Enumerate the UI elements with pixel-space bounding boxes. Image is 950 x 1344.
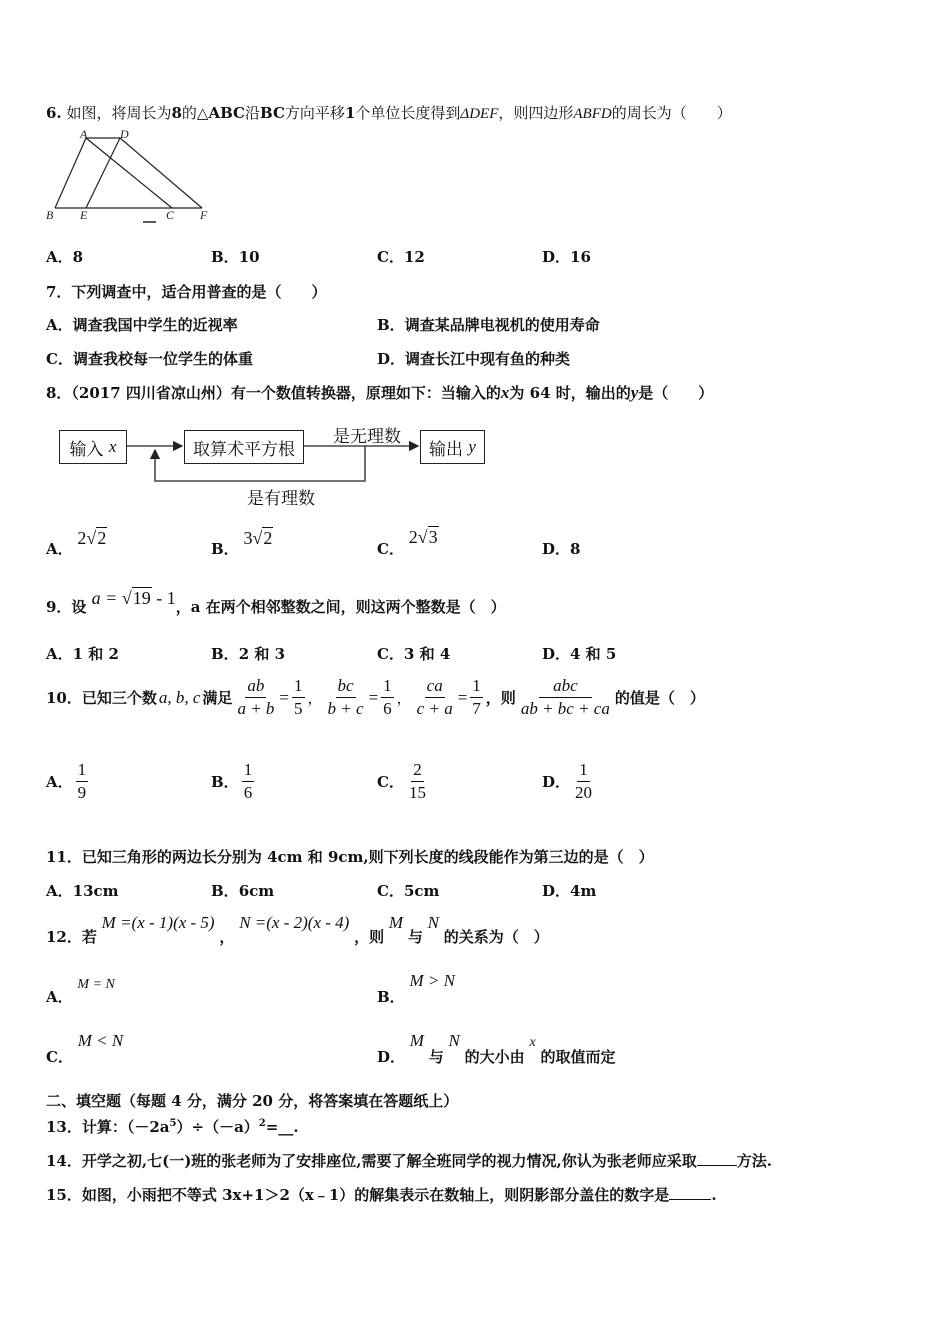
option-letter: A． [46, 988, 73, 1006]
option-math: M < N [77, 1031, 124, 1050]
option-text: 13cm [72, 882, 119, 900]
option-letter: A． [46, 773, 73, 791]
q13-stem [46, 1116, 299, 1137]
q6-triangle: △ABC [196, 104, 245, 122]
option-text: 16 [570, 248, 591, 266]
option-frac [76, 760, 89, 803]
q8-output-label: 输出 [429, 439, 464, 460]
option-frac [407, 760, 428, 803]
numerator: 1 [470, 676, 483, 698]
q10-then: ，则 [485, 689, 516, 707]
q8-input-var: x [108, 437, 117, 456]
option-end: 的取值而定 [540, 1048, 616, 1066]
q9-equation: a = √19 - 1 [91, 588, 176, 608]
q15-answer-blank[interactable] [669, 1199, 711, 1200]
option-text: 8 [570, 540, 581, 558]
option-letter: D． [542, 773, 571, 791]
radicand: 2 [263, 528, 273, 548]
q12-option-d[interactable] [377, 1030, 616, 1066]
q6-option-d[interactable] [542, 246, 591, 267]
option-letter: C． [377, 773, 404, 791]
option-letter: D． [542, 882, 571, 900]
q6-shift: 1 [344, 104, 356, 122]
option-math: 2√3 [408, 527, 438, 547]
q9-option-a[interactable] [46, 643, 119, 664]
denominator: 6 [383, 699, 392, 718]
coef: 2 [408, 527, 418, 547]
denominator: ab + bc + ca [520, 699, 610, 718]
q6-label-e: E [80, 208, 88, 222]
option-letter: A． [46, 248, 73, 266]
q15-stem [46, 1184, 717, 1205]
denominator: 20 [575, 783, 593, 802]
q6-label-c: C [166, 208, 175, 222]
option-text: 6cm [238, 882, 275, 900]
numerator: 1 [577, 760, 590, 782]
q15-text-a: 15．如图，小雨把不等式 3x+1＞2（x﹣1）的解集表示在数轴上，则阴影部分盖住的数字是 [46, 1186, 670, 1204]
q10-number: 10．已知三个数 [46, 689, 157, 707]
q8-diagram-arrows [0, 0, 520, 520]
option-letter: A． [46, 316, 73, 334]
q9-stem [46, 588, 506, 616]
coef: 2 [77, 528, 87, 548]
denominator: a + b [237, 699, 275, 718]
option-text: 4m [570, 882, 597, 900]
q10-option-b[interactable] [211, 760, 257, 803]
q12-number: 12．若 [46, 928, 97, 946]
q10-tail: 的值是（ ） [614, 689, 705, 707]
option-letter: B． [377, 988, 405, 1006]
q6-def: ΔDEF [460, 106, 499, 122]
q6-text-d: 方向平移 [284, 104, 345, 122]
option-letter: A． [46, 540, 73, 558]
option-letter: A． [46, 882, 73, 900]
option-x: x [529, 1035, 536, 1050]
option-m: M [409, 1031, 424, 1050]
option-letter: B． [211, 540, 239, 558]
section-heading: 二、填空题（每题 4 分，满分 20 分，将答案填在答题纸上） [46, 1092, 459, 1110]
numerator: ab [245, 676, 266, 698]
denominator: b + c [327, 699, 364, 718]
q6-text-e: 个单位长度得到 [355, 104, 461, 122]
option-text: 8 [72, 248, 84, 266]
q6-label-a: A [80, 128, 88, 141]
q9-a-eq: a = [91, 588, 118, 608]
q12-m: M [388, 913, 404, 932]
option-text: 调查我国中学生的近视率 [72, 316, 238, 334]
numerator: 1 [292, 676, 305, 698]
q6-text-b: 的 [181, 104, 197, 122]
numerator: 2 [411, 760, 424, 782]
option-letter: C． [377, 540, 404, 558]
option-text: 调查长江中现有鱼的种类 [405, 350, 571, 368]
option-text: 12 [403, 248, 425, 266]
q15-text-b: . [711, 1186, 717, 1204]
q10-frac-3 [415, 676, 455, 719]
q9-option-d[interactable] [542, 643, 616, 664]
option-text: 3 和 4 [403, 645, 451, 663]
q12-tail: 的关系为（ ） [443, 928, 549, 946]
q14-answer-blank[interactable] [697, 1165, 737, 1166]
q10-option-d[interactable] [542, 760, 597, 803]
option-letter: C． [46, 350, 73, 368]
q8-output-var: y [468, 437, 476, 456]
q12-option-c[interactable] [46, 1030, 124, 1066]
q9-radicand: 19 [132, 588, 151, 608]
q6-text-f: ，则四边形 [498, 104, 574, 122]
option-letter: C． [377, 645, 404, 663]
option-math: M > N [409, 971, 455, 990]
q11-option-b[interactable] [211, 880, 274, 901]
q10-val-3 [470, 676, 483, 719]
denominator: c + a [416, 699, 453, 718]
option-math: 2√2 [77, 528, 107, 548]
q6-text-g: 的周长为（ ） [611, 104, 732, 122]
option-letter: D． [542, 540, 571, 558]
option-text: 调查我校每一位学生的体重 [72, 350, 253, 368]
q10-eq-3: = [457, 687, 468, 707]
q7-stem: 7．下列调查中，适合用普查的是（ ） [46, 283, 327, 301]
option-letter: B． [211, 645, 239, 663]
q6-side: BC [260, 104, 285, 122]
q8-text-a: 8．（2017 四川省凉山州）有一个数值转换器，原理如下：当输入的 [46, 384, 501, 402]
q13-exp2: 2 [258, 1118, 266, 1129]
q12-comma: ， [219, 928, 235, 946]
q8-var-x: x [500, 383, 510, 402]
q12-stem [46, 912, 549, 946]
option-letter: D． [542, 248, 571, 266]
q12-then: ，则 [354, 928, 385, 946]
q9-option-b[interactable] [211, 643, 285, 664]
q8-option-b[interactable] [211, 528, 273, 558]
numerator: 1 [242, 760, 255, 782]
option-letter: C． [377, 882, 404, 900]
q10-stem [46, 676, 705, 719]
option-letter: D． [377, 1048, 406, 1066]
option-text: 5cm [403, 882, 440, 900]
q11-option-d[interactable] [542, 880, 596, 901]
q6-perimeter: 8 [171, 104, 182, 122]
q9-number: 9．设 [46, 598, 87, 616]
q10-satisfy: 满足 [202, 689, 233, 707]
q10-comma-2: ， [396, 689, 412, 707]
option-text: 10 [238, 248, 260, 266]
option-frac [242, 760, 255, 803]
q10-option-c[interactable] [377, 760, 431, 803]
q9-minus: - 1 [156, 588, 176, 608]
option-mid: 的大小由 [464, 1048, 525, 1066]
radicand: 2 [97, 528, 107, 548]
q13-exp1: 5 [169, 1118, 177, 1129]
q14-stem [46, 1150, 772, 1171]
q12-n: N [427, 913, 439, 932]
q10-target-frac [519, 676, 612, 719]
option-text: 4 和 5 [570, 645, 617, 663]
numerator: ca [425, 676, 445, 698]
option-letter: B． [211, 773, 239, 791]
q13-text-c: =__. [265, 1118, 299, 1136]
q12-and: 与 [407, 928, 423, 946]
option-letter: C． [377, 248, 404, 266]
q6-label-d: D [120, 128, 129, 141]
q8-rational-label: 是有理数 [247, 489, 315, 509]
option-math: M = N [77, 977, 115, 992]
q8-var-y: y [630, 383, 639, 402]
option-letter: B． [377, 316, 405, 334]
q12-option-b[interactable] [377, 970, 455, 1006]
q8-irrational-label: 是无理数 [333, 427, 401, 447]
q11-option-c[interactable] [377, 880, 439, 901]
q10-eq-1: = [279, 687, 290, 707]
q10-frac-1 [235, 676, 276, 719]
q8-text-c: 是（ ） [638, 384, 714, 402]
option-and: 与 [428, 1048, 444, 1066]
q6-quad: ABFD [573, 106, 612, 122]
q13-text-b: ）÷（－a） [176, 1118, 259, 1136]
denominator: 6 [243, 783, 253, 802]
numerator: abc [539, 676, 592, 698]
denominator: 5 [294, 699, 303, 718]
q14-text-b: 方法. [736, 1152, 772, 1170]
option-letter: A． [46, 645, 73, 663]
q10-frac-2 [326, 676, 366, 719]
q8-option-d[interactable] [542, 538, 580, 559]
option-letter: B． [211, 882, 239, 900]
radicand: 3 [428, 527, 438, 547]
q9-option-c[interactable] [377, 643, 450, 664]
coef: 3 [243, 528, 253, 548]
q10-option-a[interactable] [46, 760, 91, 803]
q12-m-expr: M =(x - 1)(x - 5) [101, 913, 215, 932]
denominator: 7 [472, 699, 481, 718]
option-text: 调查某品牌电视机的使用寿命 [404, 316, 600, 334]
option-frac [573, 760, 594, 803]
option-letter: C． [46, 1048, 73, 1066]
option-letter: D． [377, 350, 406, 368]
q10-val-2 [381, 676, 394, 719]
q6-number: 6. [46, 104, 62, 122]
q8-process-label: 取算术平方根 [193, 439, 295, 460]
q11-option-a[interactable] [46, 880, 119, 901]
q6-text-a: 如图，将周长为 [66, 104, 172, 122]
q8-input-label: 输入 [69, 439, 104, 460]
q6-label-b: B [46, 208, 54, 222]
q12-n-expr: N =(x - 2)(x - 4) [239, 913, 350, 932]
numerator: 1 [381, 676, 394, 698]
q6-text-c: 沿 [245, 104, 261, 122]
q9-text: ，a 在两个相邻整数之间，则这两个整数是（ ） [175, 598, 506, 616]
numerator: 1 [76, 760, 89, 782]
q8-option-c[interactable] [377, 527, 439, 558]
option-text: 2 和 3 [238, 645, 286, 663]
option-letter: B． [211, 248, 239, 266]
q10-vars: a, b, c [158, 687, 201, 707]
option-math: 3√2 [243, 528, 273, 548]
q11-stem: 11．已知三角形的两边长分别为 4cm 和 9cm,则下列长度的线段能作为第三边的是（ ） [46, 848, 654, 866]
denominator: 15 [408, 783, 426, 802]
q14-text-a: 14．开学之初,七(一)班的张老师为了安排座位,需要了解全班同学的视力情况,你认为张老师应采取 [46, 1152, 697, 1170]
option-letter: D． [542, 645, 571, 663]
option-n: N [448, 1031, 460, 1050]
q8-text-b: 为 64 时，输出的 [509, 384, 631, 402]
option-text: 1 和 2 [72, 645, 119, 663]
denominator: 9 [77, 783, 87, 802]
q13-text-a: 13．计算：（－2a [46, 1118, 170, 1136]
q10-eq-2: = [368, 687, 379, 707]
q10-val-1 [292, 676, 305, 719]
q10-comma-1: ， [307, 689, 323, 707]
q6-label-f: F [200, 208, 208, 222]
q12-option-a[interactable] [46, 972, 115, 1006]
numerator: bc [336, 676, 356, 698]
q8-option-a[interactable] [46, 528, 107, 558]
